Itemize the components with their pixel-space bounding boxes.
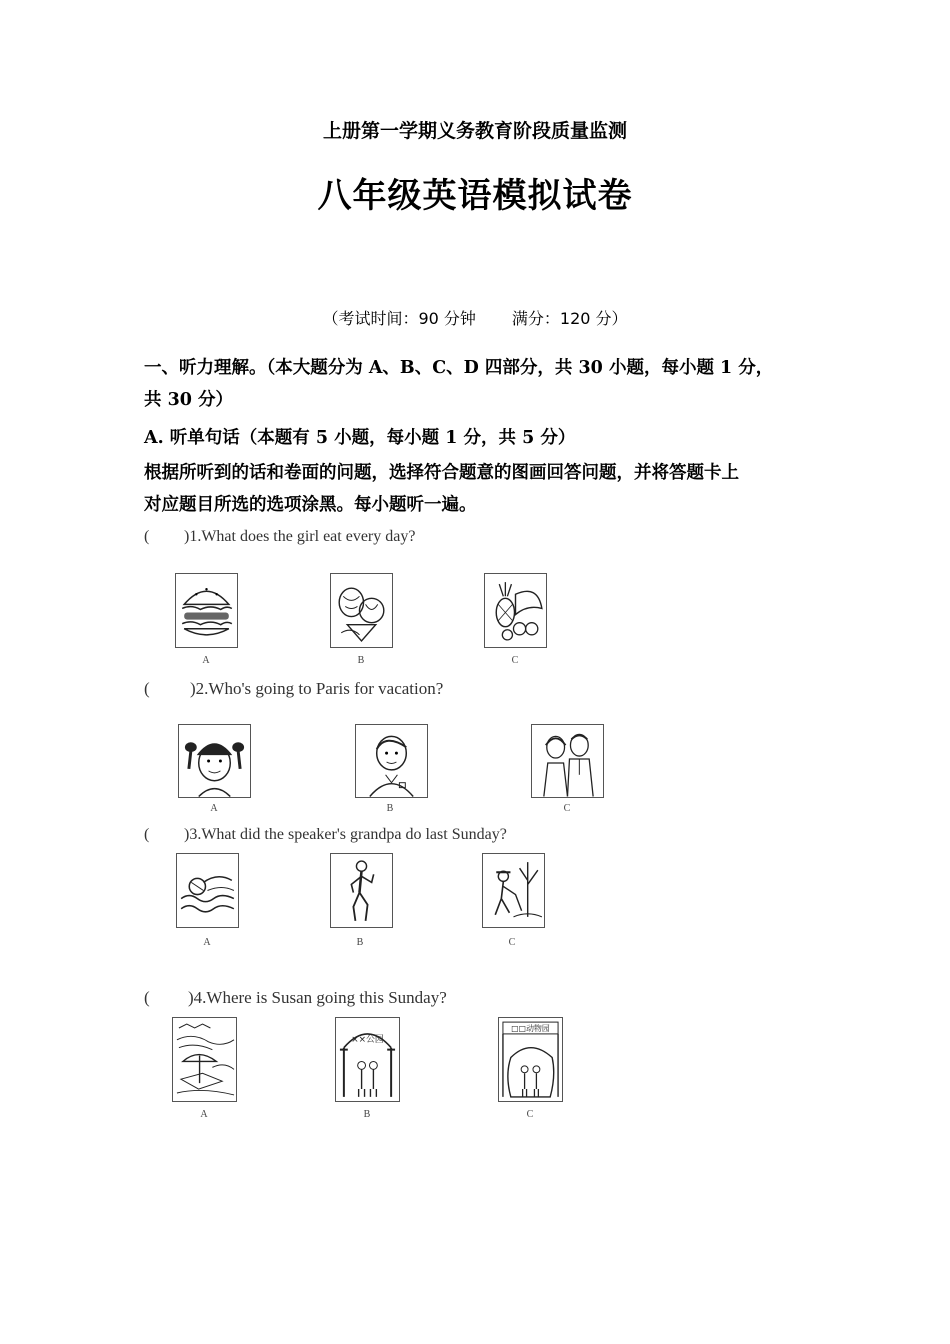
boy-image[interactable] bbox=[355, 724, 428, 798]
park-image[interactable] bbox=[335, 1017, 400, 1102]
beach-image[interactable] bbox=[172, 1017, 237, 1102]
girl-icon bbox=[179, 725, 250, 797]
fruits-image[interactable] bbox=[484, 573, 547, 648]
option-c-label: C bbox=[526, 1109, 534, 1120]
option-b-label: B bbox=[386, 803, 394, 814]
answer-blank[interactable]: ( bbox=[144, 679, 150, 698]
score-label: 满分：120 分） bbox=[511, 309, 628, 328]
swimming-image[interactable] bbox=[176, 853, 239, 928]
section-heading-line2: 共 30 分） bbox=[144, 390, 234, 410]
fruits-icon bbox=[485, 574, 546, 647]
park-gate-icon bbox=[336, 1018, 399, 1101]
running-image[interactable] bbox=[330, 853, 393, 928]
option-b-label: B bbox=[357, 655, 365, 666]
beach-icon bbox=[173, 1018, 236, 1101]
option-a-label: A bbox=[203, 937, 211, 948]
instructions bbox=[144, 457, 824, 521]
vegetables-image[interactable] bbox=[330, 573, 393, 648]
swimmer-icon bbox=[177, 854, 238, 927]
answer-blank[interactable]: ( bbox=[144, 988, 150, 1007]
planting-tree-image[interactable] bbox=[482, 853, 545, 928]
question-text: 1.What does the girl eat every day? bbox=[189, 528, 416, 545]
section-heading bbox=[144, 352, 824, 416]
girl-image[interactable] bbox=[178, 724, 251, 798]
answer-blank[interactable]: ( bbox=[144, 528, 150, 545]
boy-icon bbox=[356, 725, 427, 797]
option-a-label: A bbox=[200, 1109, 208, 1120]
option-b-label: B bbox=[356, 937, 364, 948]
planting-icon bbox=[483, 854, 544, 927]
hamburger-icon bbox=[176, 574, 237, 647]
zoo-sign-text: □□动物园 bbox=[511, 1023, 550, 1033]
exam-subtitle: 上册第一学期义务教育阶段质量监测 bbox=[322, 120, 627, 142]
vegetables-icon bbox=[331, 574, 392, 647]
part-a-title: A. 听单句话（本题有 5 小题，每小题 1 分，共 5 分） bbox=[144, 428, 576, 448]
couple-icon bbox=[532, 725, 603, 797]
runner-icon bbox=[331, 854, 392, 927]
question-1: ( )1.What does the girl eat every day? bbox=[144, 528, 416, 545]
question-3: ( )3.What did the speaker's grandpa do last Sunday? bbox=[144, 826, 507, 843]
option-b-label: B bbox=[363, 1109, 371, 1120]
instructions-line2: 对应题目所选的选项涂黑。每小题听一遍。 bbox=[144, 495, 477, 515]
question-text: 4.Where is Susan going this Sunday? bbox=[193, 988, 447, 1007]
section-heading-line1: 一、听力理解。（本大题分为 A、B、C、D 四部分，共 30 小题，每小题 1 分， bbox=[144, 358, 774, 378]
park-sign-text: ××公园 bbox=[351, 1034, 384, 1045]
option-a-label: A bbox=[202, 655, 210, 666]
answer-blank[interactable]: ( bbox=[144, 826, 150, 843]
hamburger-image[interactable] bbox=[175, 573, 238, 648]
exam-title: 八年级英语模拟试卷 bbox=[317, 176, 633, 216]
zoo-image[interactable] bbox=[498, 1017, 563, 1102]
option-c-label: C bbox=[563, 803, 571, 814]
question-2: ( )2.Who's going to Paris for vacation? bbox=[144, 679, 444, 698]
question-text: 2.Who's going to Paris for vacation? bbox=[195, 679, 444, 698]
time-label: （考试时间：90 分钟 bbox=[322, 309, 476, 328]
option-a-label: A bbox=[210, 803, 218, 814]
exam-meta bbox=[0, 306, 950, 329]
option-c-label: C bbox=[511, 655, 519, 666]
question-4: ( )4.Where is Susan going this Sunday? bbox=[144, 988, 447, 1007]
zoo-gate-icon bbox=[499, 1018, 562, 1101]
couple-image[interactable] bbox=[531, 724, 604, 798]
option-c-label: C bbox=[508, 937, 516, 948]
instructions-line1: 根据所听到的话和卷面的问题，选择符合题意的图画回答问题，并将答题卡上 bbox=[144, 463, 739, 483]
question-text: 3.What did the speaker's grandpa do last Sunday? bbox=[189, 826, 507, 843]
